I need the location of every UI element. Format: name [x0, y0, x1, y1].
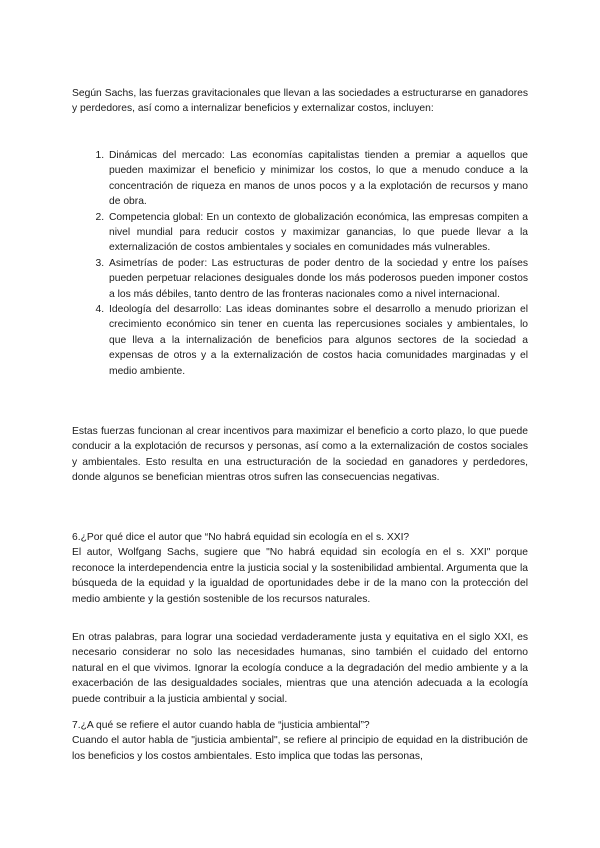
- factors-list: [72, 148, 528, 379]
- question-6-section: [72, 530, 528, 607]
- document-page: [72, 0, 528, 848]
- question-6-answer-continued: En otras palabras, para lograr una sociedad verdaderamente justa y equitativa en el siglo XXI, es necesario considerar no solo las necesidades humanas, sino también el cuidado del entorno natural en el que vivimos. Ignorar la ecología conduce a la degradación del medio ambiente y a la exacerbación de las desigualdades sociales, mientras que una atención adecuada a la ecología puede contribuir a la justicia ambiental y social.: [72, 632, 528, 705]
- question-7-section: [72, 718, 528, 764]
- list-item: 4. Ideología del desarrollo: Las ideas dominantes sobre el desarrollo a menudo priorizan el crecimiento económico sin tener en cuenta las repercusiones sociales y ambientales, lo que lleva a la internalización de beneficios para algunos sectores de la sociedad a expensas de otros y a la externalización de costos hacia comunidades marginadas y el medio ambiente.: [107, 302, 528, 379]
- list-item: 1. Dinámicas del mercado: Las economías capitalistas tienden a premiar a aquellos que pueden maximizar el beneficio y minimizar los costos, lo que a menudo conduce a la concentración de riqueza en manos de unos pocos y a la explotación de recursos y mano de obra.: [107, 148, 528, 210]
- question-7-answer: Cuando el autor habla de "justicia ambiental", se refiere al principio de equidad en la distribución de los beneficios y los costos ambientales. Esto implica que todas las personas,: [72, 735, 528, 762]
- list-item: 3. Asimetrías de poder: Las estructuras de poder dentro de la sociedad y entre los países pueden perpetuar relaciones desiguales donde los más poderosos pueden imponer costos a los más débiles, tanto dentro de las fronteras nacionales como a nivel internacional.: [107, 256, 528, 302]
- summary-paragraph: Estas fuerzas funcionan al crear incentivos para maximizar el beneficio a corto plazo, lo que puede conducir a la explotación de recursos y personas, así como a la externalización de costos sociales y ambientales. Esto resulta en una estructuración de la sociedad en ganadores y perdedores, donde algunos se benefician mientras otros sufren las consecuencias negativas.: [72, 426, 528, 484]
- intro-paragraph: Según Sachs, las fuerzas gravitacionales que llevan a las sociedades a estructurarse en ganadores y perdedores, así como a internalizar beneficios y externalizar costos, incluyen:: [72, 88, 528, 115]
- question-6-answer: El autor, Wolfgang Sachs, sugiere que "No habrá equidad sin ecología en el s. XXI" porque reconoce la interdependencia entre la justicia social y la sostenibilidad ambiental. Argumenta que la búsqueda de la equidad y la igualdad de oportunidades debe ir de la mano con la protección del medio ambiente y la gestión sostenible de los recursos naturales.: [72, 547, 528, 605]
- question-6-heading: 6.¿Por qué dice el autor que “No habrá equidad sin ecología en el s. XXI?: [72, 532, 410, 543]
- list-item: 2. Competencia global: En un contexto de globalización económica, las empresas compiten a nivel mundial para reducir costos y maximizar ganancias, lo que puede llevar a la externalización de costos ambientales y sociales en comunidades más vulnerables.: [107, 210, 528, 256]
- question-7-heading: 7.¿A qué se refiere el autor cuando habla de “justicia ambiental”?: [72, 720, 370, 731]
